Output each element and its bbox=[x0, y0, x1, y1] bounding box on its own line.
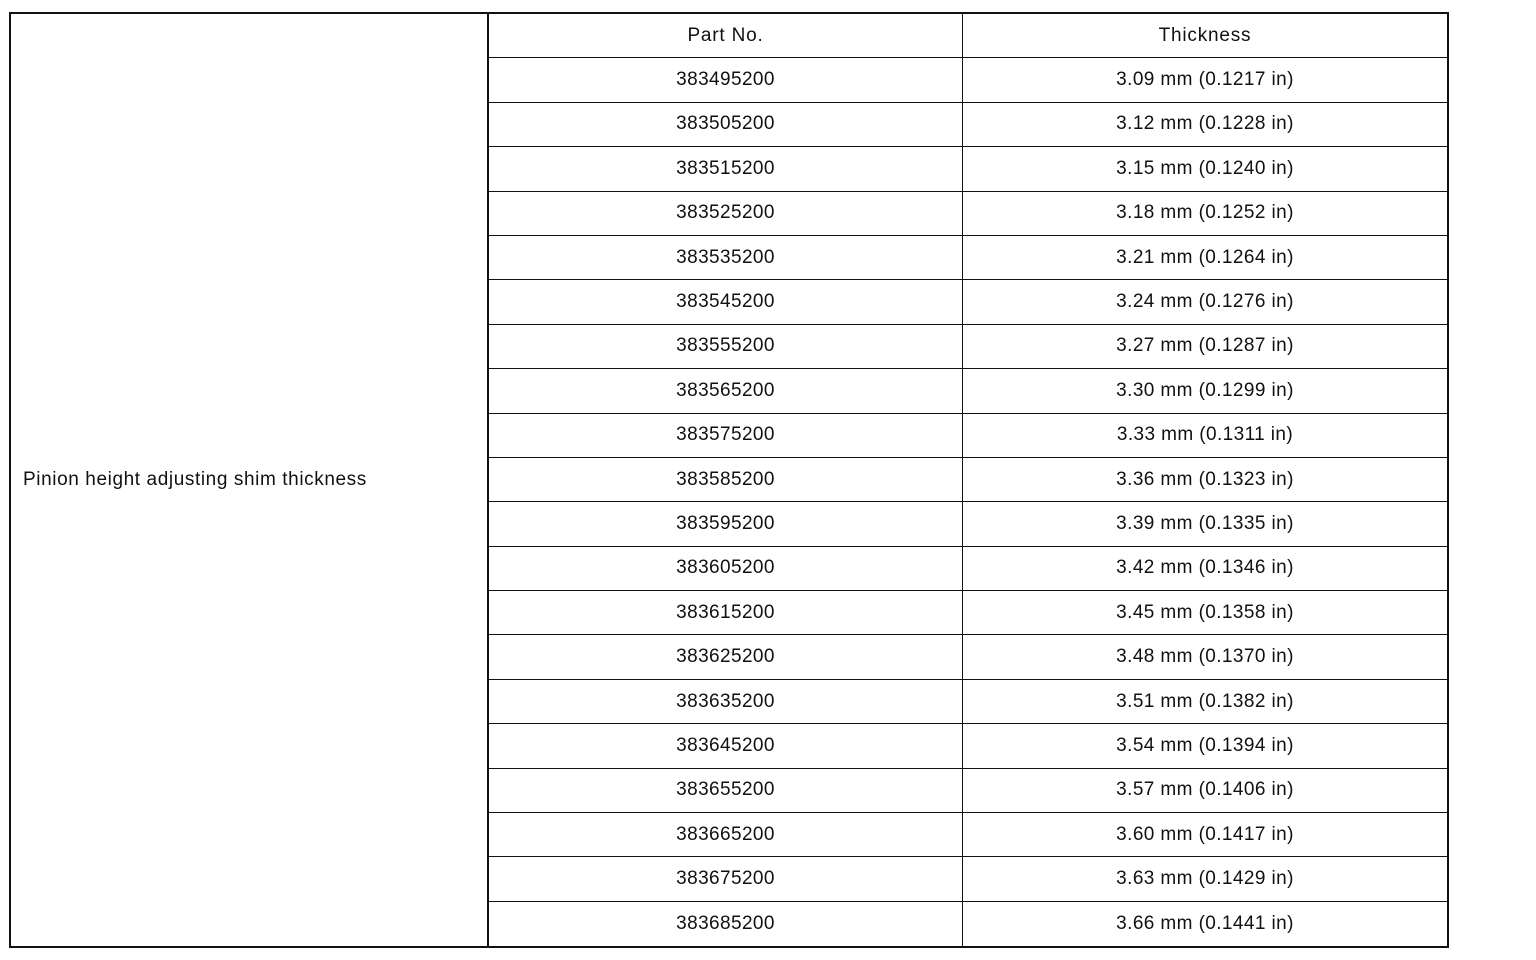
part-number-cell: 383595200 bbox=[489, 502, 963, 545]
table-row bbox=[489, 724, 1447, 768]
table-row bbox=[489, 147, 1447, 191]
thickness-cell: 3.51 mm (0.1382 in) bbox=[1116, 690, 1294, 712]
part-number-cell: 383565200 bbox=[489, 369, 963, 412]
thickness-cell: 3.27 mm (0.1287 in) bbox=[1116, 335, 1294, 357]
thickness-cell: 3.15 mm (0.1240 in) bbox=[1116, 157, 1294, 179]
part-number-cell: 383615200 bbox=[489, 591, 963, 634]
part-number-cell: 383555200 bbox=[489, 325, 963, 368]
shim-thickness-table bbox=[9, 12, 1449, 948]
table-row bbox=[489, 369, 1447, 413]
table-row bbox=[489, 458, 1447, 502]
table-row bbox=[489, 813, 1447, 857]
part-number-cell: 383605200 bbox=[489, 547, 963, 590]
thickness-cell: 3.42 mm (0.1346 in) bbox=[1116, 557, 1294, 579]
header-row bbox=[489, 14, 1447, 58]
part-number-cell: 383645200 bbox=[489, 724, 963, 767]
thickness-cell: 3.48 mm (0.1370 in) bbox=[1116, 646, 1294, 668]
thickness-cell: 3.63 mm (0.1429 in) bbox=[1116, 868, 1294, 890]
part-number-cell: 383515200 bbox=[489, 147, 963, 190]
row-label: Pinion height adjusting shim thickness bbox=[23, 469, 367, 490]
table-row bbox=[489, 635, 1447, 679]
thickness-cell: 3.21 mm (0.1264 in) bbox=[1116, 246, 1294, 268]
part-number-cell: 383505200 bbox=[489, 103, 963, 146]
part-number-cell: 383635200 bbox=[489, 680, 963, 723]
part-number-cell: 383575200 bbox=[489, 414, 963, 457]
table-row bbox=[489, 280, 1447, 324]
part-number-cell: 383545200 bbox=[489, 280, 963, 323]
table-grid bbox=[489, 14, 1449, 946]
header-thickness: Thickness bbox=[1158, 24, 1252, 46]
part-number-cell: 383495200 bbox=[489, 58, 963, 101]
part-number-cell: 383525200 bbox=[489, 192, 963, 235]
table-row bbox=[489, 502, 1447, 546]
table-row bbox=[489, 547, 1447, 591]
part-number-cell: 383665200 bbox=[489, 813, 963, 856]
part-number-cell: 383675200 bbox=[489, 857, 963, 900]
table-row bbox=[489, 58, 1447, 102]
row-label-cell bbox=[11, 14, 489, 946]
thickness-cell: 3.66 mm (0.1441 in) bbox=[1116, 913, 1294, 934]
part-number-cell: 383625200 bbox=[489, 635, 963, 678]
part-number-cell: 383685200 bbox=[489, 902, 963, 946]
table-row bbox=[489, 591, 1447, 635]
thickness-cell: 3.09 mm (0.1217 in) bbox=[1116, 69, 1294, 91]
thickness-cell: 3.24 mm (0.1276 in) bbox=[1116, 291, 1294, 313]
part-number-cell: 383655200 bbox=[489, 769, 963, 812]
thickness-cell: 3.12 mm (0.1228 in) bbox=[1116, 113, 1294, 135]
thickness-cell: 3.33 mm (0.1311 in) bbox=[1116, 424, 1294, 446]
thickness-cell: 3.54 mm (0.1394 in) bbox=[1116, 734, 1294, 756]
table-row bbox=[489, 769, 1447, 813]
part-number-cell: 383585200 bbox=[489, 458, 963, 501]
thickness-cell: 3.30 mm (0.1299 in) bbox=[1116, 379, 1294, 401]
thickness-cell: 3.60 mm (0.1417 in) bbox=[1116, 823, 1294, 845]
table-row bbox=[489, 414, 1447, 458]
part-number-cell: 383535200 bbox=[489, 236, 963, 279]
thickness-cell: 3.39 mm (0.1335 in) bbox=[1116, 512, 1294, 534]
table-row bbox=[489, 325, 1447, 369]
table-row bbox=[489, 103, 1447, 147]
thickness-cell: 3.36 mm (0.1323 in) bbox=[1116, 468, 1294, 490]
thickness-cell: 3.18 mm (0.1252 in) bbox=[1116, 202, 1294, 224]
table-row bbox=[489, 680, 1447, 724]
table-row bbox=[489, 192, 1447, 236]
table-row bbox=[489, 857, 1447, 901]
table-row bbox=[489, 236, 1447, 280]
header-part-no: Part No. bbox=[489, 14, 963, 57]
table-row bbox=[489, 902, 1447, 946]
thickness-cell: 3.57 mm (0.1406 in) bbox=[1116, 779, 1294, 801]
thickness-cell: 3.45 mm (0.1358 in) bbox=[1116, 601, 1294, 623]
